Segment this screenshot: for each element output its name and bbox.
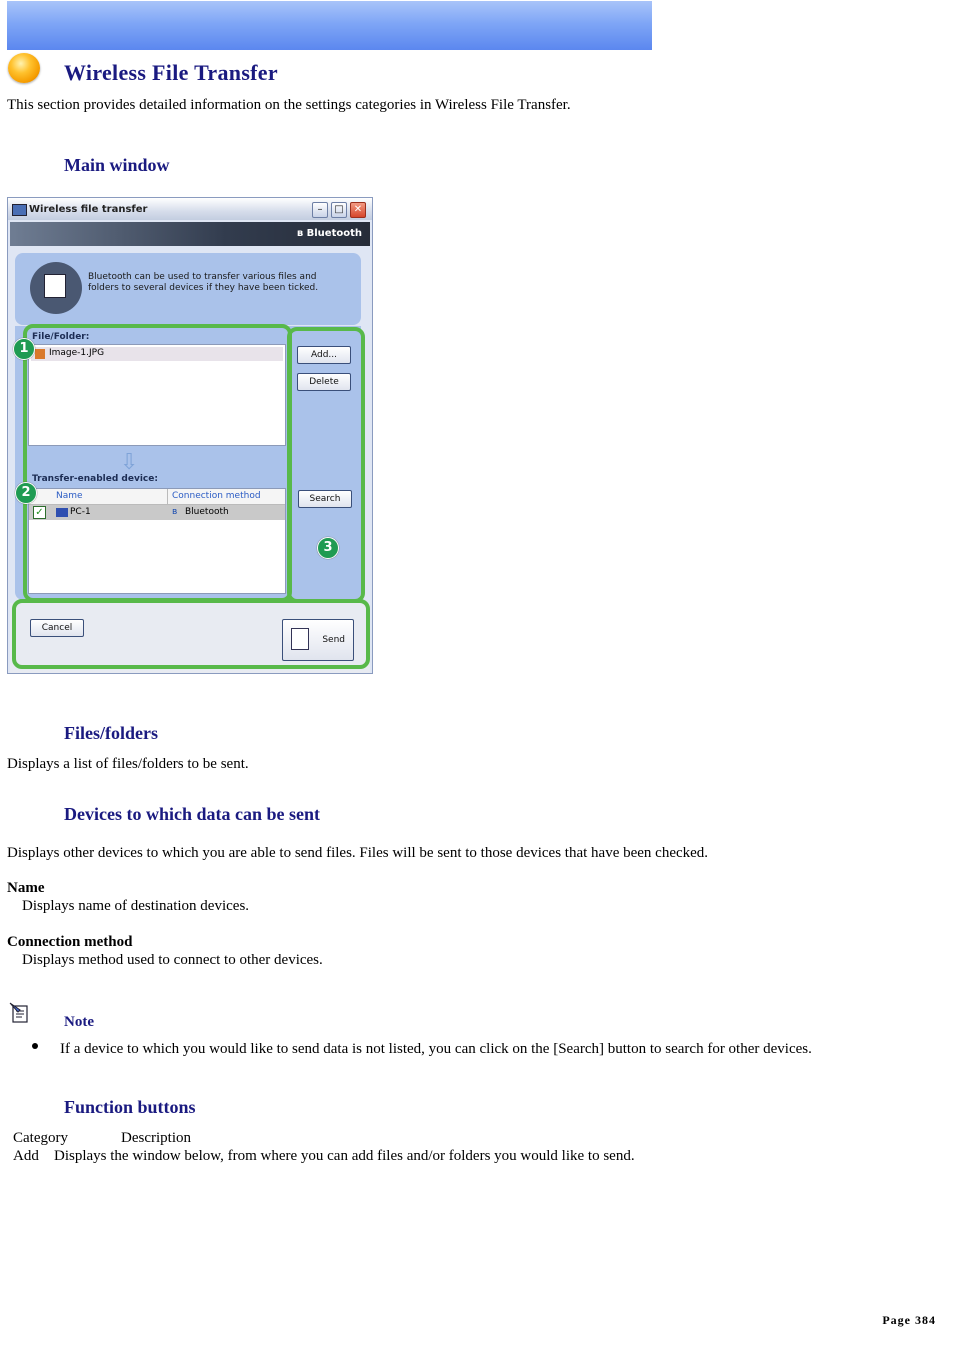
name-term: Name xyxy=(7,880,45,896)
header-banner xyxy=(7,1,652,50)
table-header-category: Category xyxy=(13,1130,68,1146)
window-titlebar xyxy=(8,198,372,220)
note-label: Note xyxy=(64,1014,94,1030)
devices-text: Displays other devices to which you are able to send files. Files will be sent to those devices that have been checked. xyxy=(7,845,709,861)
bluetooth-brand-text: Bluetooth xyxy=(306,228,362,239)
files-folders-text: Displays a list of files/folders to be sent. xyxy=(7,756,249,772)
section-orb-icon xyxy=(8,53,40,83)
table-cell-category: Add xyxy=(13,1148,39,1164)
callout-badge-2: 2 xyxy=(15,482,37,504)
page-number: Page 384 xyxy=(882,1313,936,1327)
function-buttons-heading: Function buttons xyxy=(64,1097,196,1117)
device-checkbox[interactable]: ✓ xyxy=(33,506,46,519)
bluetooth-logo xyxy=(297,228,362,239)
callout-frame-1-2 xyxy=(23,324,292,602)
note-bullet xyxy=(32,1043,38,1049)
minimize-icon[interactable]: – xyxy=(312,202,328,218)
files-folders-heading: Files/folders xyxy=(64,723,158,743)
file-item-name: Image-1.JPG xyxy=(49,348,105,358)
note-item: If a device to which you would like to send data is not listed, you can click on the [Search] button to search for other devices. xyxy=(60,1041,812,1057)
callout-badge-3: 3 xyxy=(317,537,339,559)
main-window-heading: Main window xyxy=(64,155,170,175)
send-button-label: Send xyxy=(322,635,345,645)
bluetooth-banner xyxy=(10,222,370,246)
bluetooth-icon: ʙ xyxy=(296,228,307,239)
connection-method-description: Displays method used to connect to other devices. xyxy=(22,952,323,968)
column-name[interactable]: Name xyxy=(56,491,83,501)
table-header-description: Description xyxy=(121,1130,191,1146)
device-connection: Bluetooth xyxy=(185,507,229,517)
connection-method-term: Connection method xyxy=(7,934,133,950)
transfer-device-label: Transfer-enabled device: xyxy=(32,474,158,484)
info-text: Bluetooth can be used to transfer various files and folders to several devices if they have been ticked. xyxy=(88,272,319,293)
maximize-icon[interactable]: □ xyxy=(331,202,347,218)
arrow-down-icon: ⇩ xyxy=(120,450,139,475)
bluetooth-small-icon: ʙ xyxy=(172,507,178,517)
column-connection-method[interactable]: Connection method xyxy=(172,491,261,501)
document-icon xyxy=(44,274,66,298)
delete-button[interactable]: Delete xyxy=(297,373,351,391)
table-cell-description: Displays the window below, from where you can add files and/or folders you would like to send. xyxy=(54,1148,635,1164)
window-title: Wireless file transfer xyxy=(29,204,148,215)
callout-badge-1: 1 xyxy=(13,338,35,360)
main-window-screenshot xyxy=(7,197,373,674)
close-icon[interactable]: ✕ xyxy=(350,202,366,218)
callout-frame-3 xyxy=(287,327,365,603)
cancel-button[interactable]: Cancel xyxy=(30,619,84,637)
name-description: Displays name of destination devices. xyxy=(22,898,250,914)
page-title: Wireless File Transfer xyxy=(64,60,278,85)
window-app-icon xyxy=(12,204,27,216)
callout-frame-bottom xyxy=(12,599,370,669)
intro-text: This section provides detailed information on the settings categories in Wireless File Transfer. xyxy=(7,97,571,113)
add-button[interactable]: Add... xyxy=(297,346,351,364)
device-name: PC-1 xyxy=(70,507,91,517)
file-folder-label: File/Folder: xyxy=(32,332,90,342)
devices-heading: Devices to which data can be sent xyxy=(64,804,320,824)
search-button[interactable]: Search xyxy=(298,490,352,508)
note-icon xyxy=(8,1000,32,1024)
